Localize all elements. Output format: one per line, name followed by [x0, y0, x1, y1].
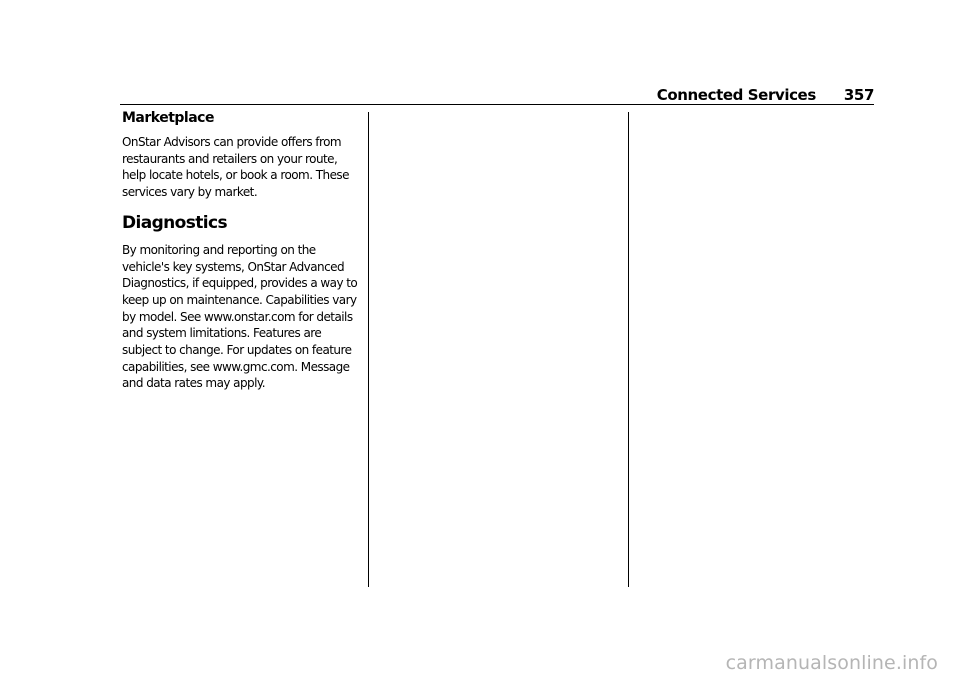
header-rule	[120, 104, 874, 105]
left-column	[122, 108, 360, 392]
marketplace-heading: Marketplace	[122, 110, 214, 126]
diagnostics-heading: Diagnostics	[122, 212, 228, 233]
page-header	[120, 80, 874, 104]
column-divider-left	[368, 112, 369, 587]
page-number: 357	[843, 86, 874, 104]
section-title: Connected Services	[656, 86, 816, 104]
marketplace-paragraph: OnStar Advisors can provide offers from restaurants and retailers on your route, help locate hotels, or book a room. These services vary by market.	[122, 135, 349, 200]
column-divider-right	[628, 112, 629, 587]
diagnostics-paragraph: By monitoring and reporting on the vehicle's key systems, OnStar Advanced Diagnostics, if equipped, provides a way to keep up on maintenance. Capabilities vary by model. See www.onstar.com for details and system limitations. Features are subject to change. For updates on feature capabilities, see www.gmc.com. Message and data rates may apply.	[122, 242, 358, 391]
watermark-text: carmanualsonline.info	[725, 652, 938, 674]
